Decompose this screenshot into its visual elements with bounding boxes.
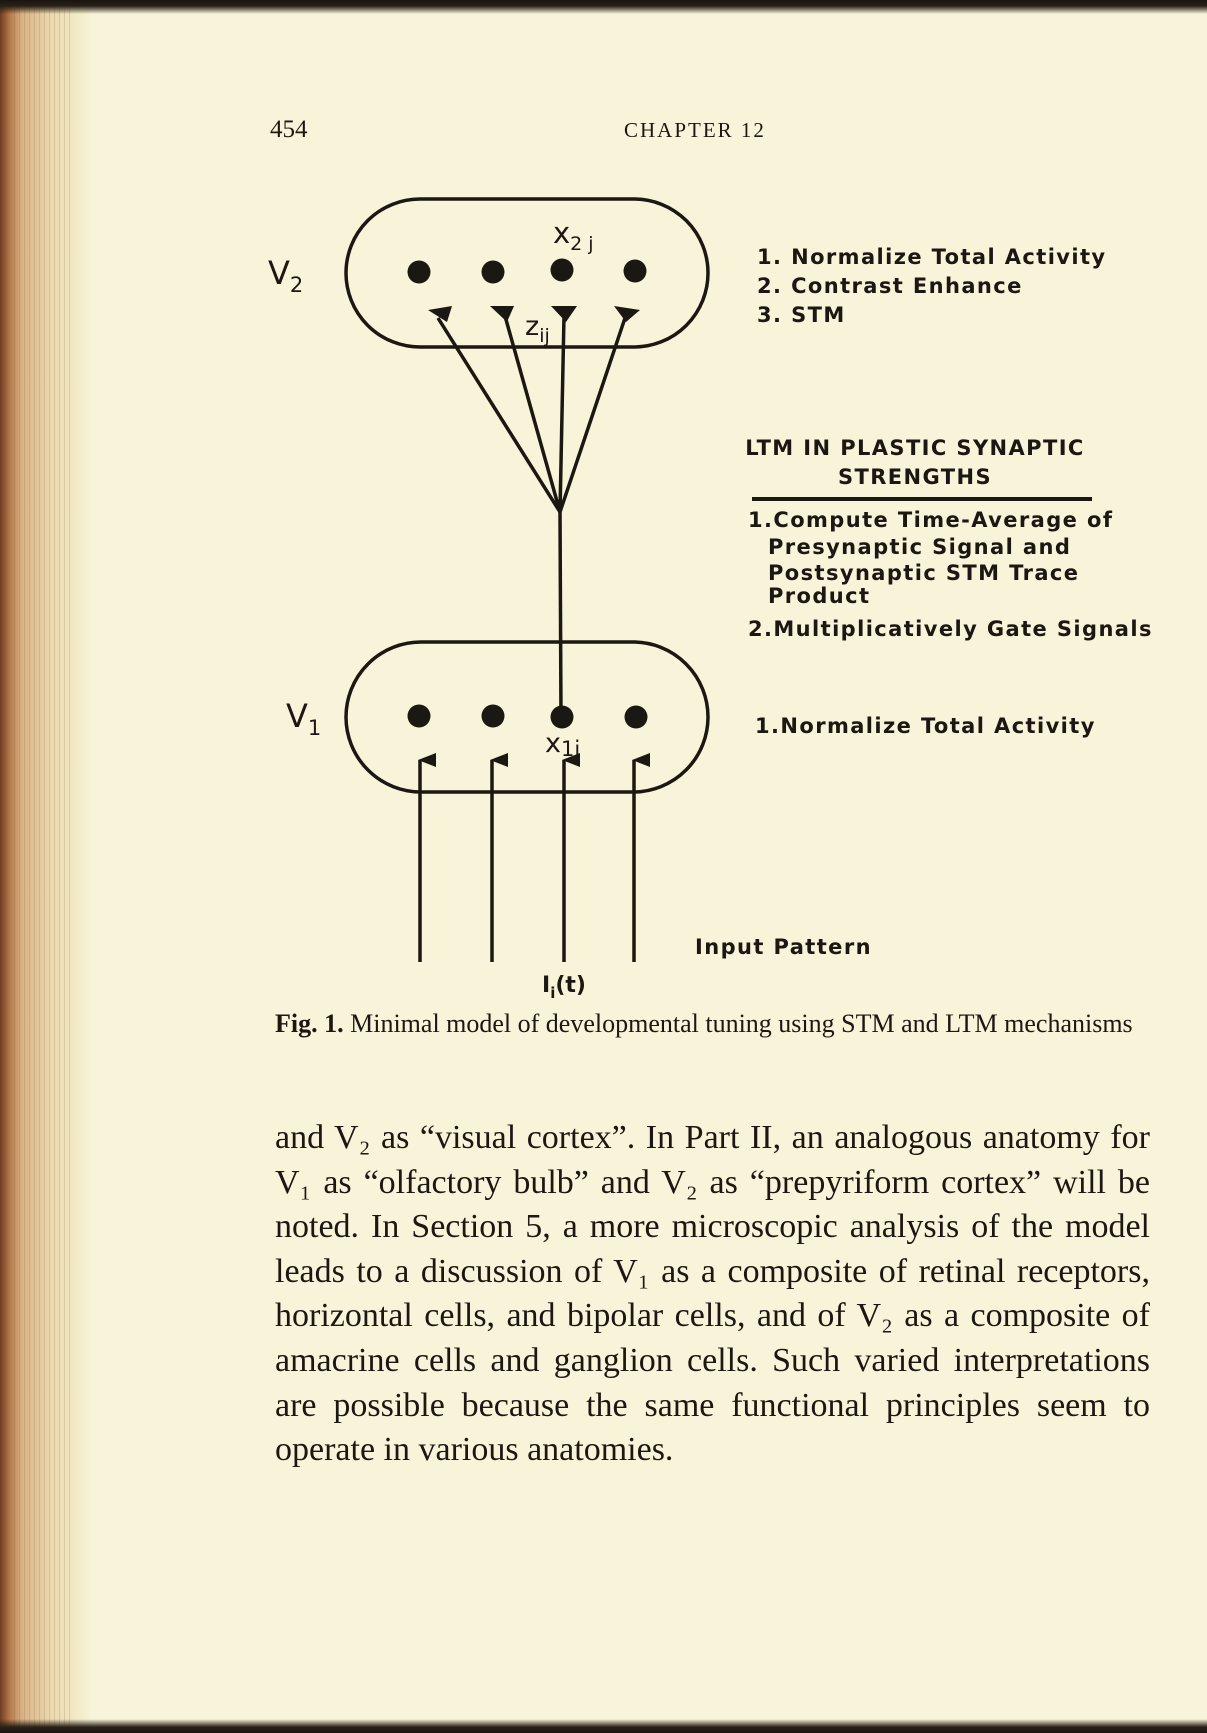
ltm-heading xyxy=(735,434,1095,492)
v2-node xyxy=(408,261,431,284)
v2-label: $V_2$ xyxy=(268,254,304,297)
page-bottom-shadow xyxy=(0,1719,1207,1733)
v2-node xyxy=(624,260,647,283)
input-label: $I_i(t)$ xyxy=(542,973,586,1002)
caption-label: Fig. 1. xyxy=(275,1009,344,1038)
ltm-heading-line: LTM IN PLASTIC SYNAPTIC xyxy=(745,436,1085,460)
v2-node xyxy=(482,261,505,284)
zij-label: $z_{ij}$ xyxy=(525,311,550,347)
v1-node xyxy=(625,706,648,729)
x2j-label: $x_{2 j}$ xyxy=(553,216,594,255)
synaptic-knob xyxy=(490,306,514,322)
chapter-heading: CHAPTER 12 xyxy=(624,118,766,142)
v2-note: 3. STM xyxy=(757,303,846,327)
x1i-label: x1i xyxy=(545,728,581,761)
ltm-note: Presynaptic Signal and xyxy=(768,535,1072,559)
input-pattern-label: Input Pattern xyxy=(695,935,872,959)
body-text xyxy=(275,1116,1150,1473)
ltm-note: Product xyxy=(768,584,871,608)
ltm-note: 2.Multiplicatively Gate Signals xyxy=(748,617,1153,641)
figure-caption xyxy=(275,1006,1155,1042)
ltm-note: Postsynaptic STM Trace xyxy=(768,561,1080,585)
v1-field xyxy=(346,642,708,792)
ltm-heading-line: STRENGTHS xyxy=(837,465,993,489)
v2-node xyxy=(551,259,574,282)
ltm-divider xyxy=(752,497,1092,501)
v1-label: $V_1$ xyxy=(286,697,322,740)
v2-note: 2. Contrast Enhance xyxy=(757,274,1023,298)
synaptic-knob xyxy=(551,306,577,322)
trunk-pathway xyxy=(560,512,561,718)
v1-note: 1.Normalize Total Activity xyxy=(755,714,1096,738)
caption-text: Minimal model of developmental tuning using STM and LTM mechanisms xyxy=(350,1009,1133,1038)
v1-node xyxy=(408,705,431,728)
v2-note: 1. Normalize Total Activity xyxy=(757,245,1107,269)
page-number: 454 xyxy=(270,116,308,143)
synaptic-knob xyxy=(614,306,640,322)
v1-node xyxy=(551,706,574,729)
ltm-note: 1.Compute Time-Average of xyxy=(748,508,1114,532)
body-paragraph: and V₂ as “visual cortex”. In Part II, an analogous anatomy for V₁ as “olfactory bulb” and V₂ as “prepyriform cortex” will be noted. In Section 5, a more microscopic analysis of the model leads to a discussion of V₁ as a composite of retinal receptors, horizontal cells, and bipolar cells, and of V₂ as a composite of amacrine cells and ganglion cells. Such varied interpretations are possible because the same functional principles seem to operate in various anatomies. xyxy=(275,1119,1150,1469)
v1-node xyxy=(482,705,505,728)
